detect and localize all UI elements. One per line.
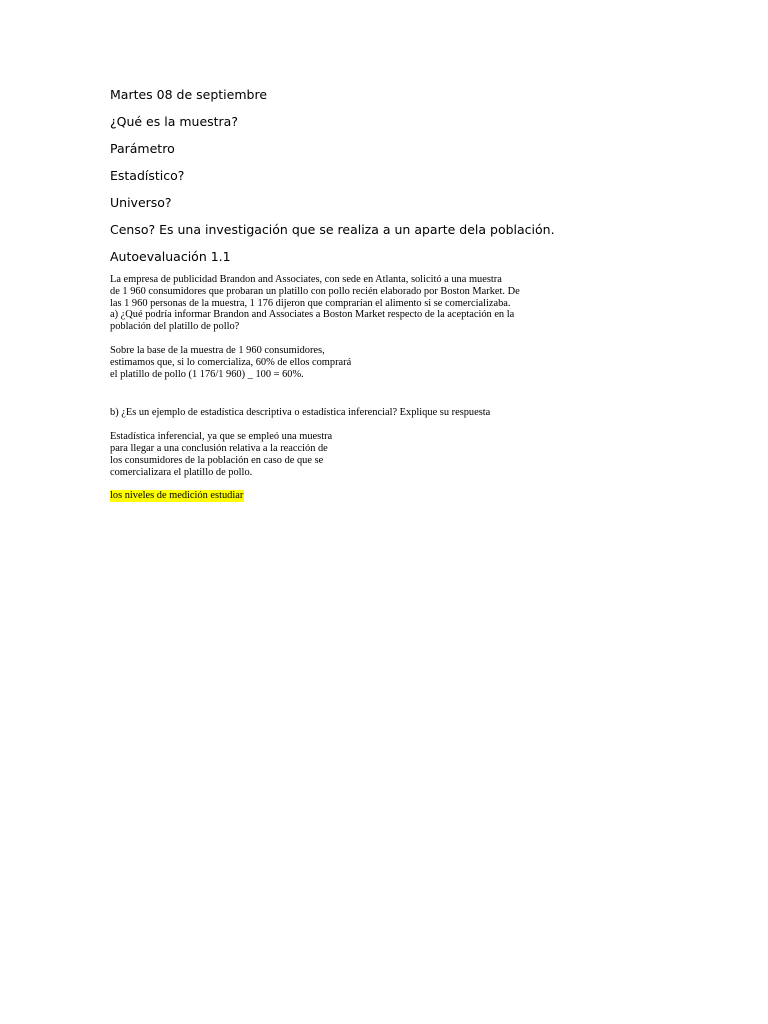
highlighted-text: los niveles de medición estudiar (110, 490, 244, 502)
problem-statement (110, 274, 550, 333)
question-b-line: b) ¿Es un ejemplo de estadística descriptiva o estadística inferencial? Explique su respuesta (110, 407, 491, 419)
answer-a (110, 345, 550, 380)
answer-b-line: Estadística inferencial, ya que se empleó una muestra (110, 431, 333, 443)
question-universo: Universo? (110, 195, 172, 210)
problem-line: población del platillo de pollo? (110, 321, 240, 333)
question-estadistico: Estadístico? (110, 168, 185, 183)
problem-line: las 1 960 personas de la muestra, 1 176 dijeron que comprarían el alimento si se comercializaba. (110, 297, 511, 309)
answer-b-line: para llegar a una conclusión relativa a la reacción de (110, 442, 328, 454)
answer-b (110, 431, 550, 478)
problem-line: de 1 960 consumidores que probaran un platillo con pollo recién elaborado por Boston Market. De (110, 285, 520, 297)
answer-a-line: estimamos que, si lo comercializa, 60% de ellos comprará (110, 356, 352, 368)
problem-line: La empresa de publicidad Brandon and Associates, con sede en Atlanta, solicitó a una muestra (110, 274, 502, 285)
section-title: Autoevaluación 1.1 (110, 249, 231, 264)
answer-a-line: el platillo de pollo (1 176/1 960) _ 100 = 60%. (110, 368, 304, 380)
highlighted-note (110, 490, 550, 502)
question-censo: Censo? Es una investigación que se realiza a un aparte dela población. (110, 222, 555, 237)
problem-line: a) ¿Qué podría informar Brandon and Associates a Boston Market respecto de la aceptación en la (110, 309, 515, 321)
answer-b-line: los consumidores de la población en caso de que se (110, 454, 324, 466)
date-heading: Martes 08 de septiembre (110, 87, 268, 102)
answer-a-line: Sobre la base de la muestra de 1 960 consumidores, (110, 344, 325, 356)
question-muestra: ¿Qué es la muestra? (110, 114, 238, 129)
question-parametro: Parámetro (110, 141, 175, 156)
question-b (110, 407, 550, 419)
answer-b-line: comercializara el platillo de pollo. (110, 466, 253, 478)
document-body (110, 86, 555, 502)
